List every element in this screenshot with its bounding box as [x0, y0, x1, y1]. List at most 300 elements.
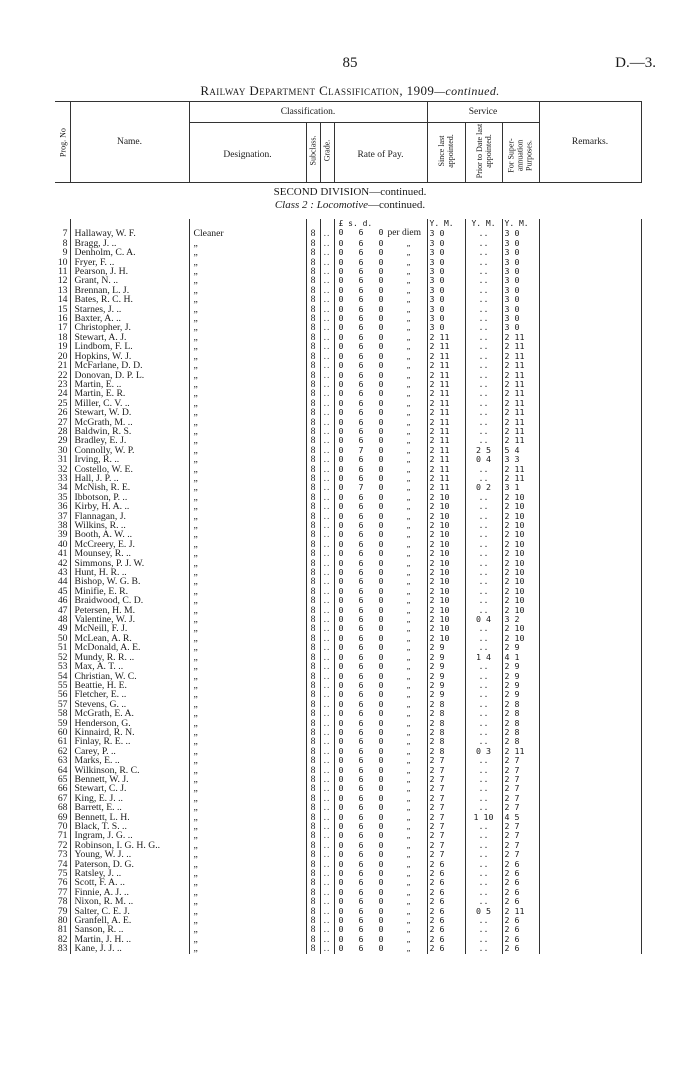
remarks — [539, 916, 642, 925]
prog-no: 54 — [57, 671, 68, 681]
service-since-last: 3 0 — [427, 276, 465, 285]
rate-period: „ — [406, 916, 411, 926]
service-superannuation: 2 7 — [502, 822, 539, 831]
grade: .. — [320, 794, 334, 803]
designation-text: „ — [193, 765, 198, 775]
rate-of-pay — [334, 418, 427, 427]
subclass: 8 — [306, 653, 320, 662]
service-superannuation: 2 6 — [502, 888, 539, 897]
rate-period: „ — [406, 831, 411, 841]
rate-of-pay — [334, 493, 427, 502]
rate-of-pay — [334, 775, 427, 784]
designation-text: „ — [193, 361, 198, 371]
service-prior: .. — [465, 493, 502, 502]
rate-amount: 0 6 0 — [338, 925, 384, 935]
service-since-last: 2 11 — [427, 389, 465, 398]
rate-amount: 0 6 0 — [338, 539, 384, 549]
employee-name: Carey, P. .. — [70, 747, 189, 756]
service-since-last: 2 9 — [427, 662, 465, 671]
employee-name: McDonald, A. E. — [70, 643, 189, 652]
grade: .. — [320, 709, 334, 718]
employee-name: Donovan, D. P. L. — [70, 371, 189, 380]
service-superannuation: 2 11 — [502, 333, 539, 342]
designation — [189, 813, 306, 822]
service-superannuation: 2 11 — [502, 352, 539, 361]
grade: .. — [320, 615, 334, 624]
prog-no: 47 — [57, 605, 68, 616]
grade-header: Grade. — [322, 139, 332, 162]
prog-no: 40 — [57, 539, 68, 550]
designation — [189, 577, 306, 586]
service-prior: .. — [465, 286, 502, 295]
service-since-last: 2 10 — [427, 530, 465, 539]
designation — [189, 672, 306, 681]
table-row — [55, 728, 642, 737]
rate-of-pay — [334, 737, 427, 746]
designation — [189, 587, 306, 596]
designation-text: „ — [193, 464, 198, 474]
designation — [189, 276, 306, 285]
prog-no: 28 — [57, 426, 68, 437]
rate-period: „ — [406, 492, 411, 502]
rate-period: „ — [406, 624, 411, 634]
grade: .. — [320, 474, 334, 483]
designation-text: „ — [193, 624, 198, 634]
employee-name: Wilkinson, R. C. — [70, 766, 189, 775]
subclass: 8 — [306, 596, 320, 605]
table-row — [55, 935, 642, 944]
rate-amount: 0 6 0 — [338, 502, 384, 512]
designation-text: „ — [193, 615, 198, 625]
employee-name: McGrath, E. A. — [70, 709, 189, 718]
service-since-last: 2 7 — [427, 756, 465, 765]
grade: .. — [320, 719, 334, 728]
prog-no: 29 — [57, 436, 68, 446]
service-since-last: 3 0 — [427, 314, 465, 323]
rate-period: „ — [406, 934, 411, 944]
employee-name: Nixon, R. M. .. — [70, 897, 189, 906]
subclass: 8 — [306, 399, 320, 408]
designation — [189, 455, 306, 464]
service-superannuation: 2 10 — [502, 606, 539, 615]
rate-amount: 0 6 0 — [338, 568, 384, 578]
designation-text: „ — [193, 417, 198, 427]
rate-period: „ — [406, 878, 411, 888]
service-prior: .. — [465, 228, 502, 238]
rate-of-pay — [334, 361, 427, 370]
rate-amount: 0 6 0 — [338, 285, 384, 295]
prog-no: 63 — [57, 756, 68, 766]
rate-of-pay — [334, 784, 427, 793]
employee-name: Stevens, G. .. — [70, 700, 189, 709]
prog-no: 53 — [57, 662, 68, 672]
designation-text: „ — [193, 897, 198, 907]
designation-text: „ — [193, 549, 198, 559]
rate-of-pay — [334, 559, 427, 568]
designation-text: „ — [193, 925, 198, 935]
service-superannuation: 2 11 — [502, 389, 539, 398]
remarks — [539, 465, 642, 474]
rate-amount: 0 6 0 — [338, 370, 384, 380]
subclass: 8 — [306, 690, 320, 699]
designation — [189, 352, 306, 361]
service-since-last: 2 6 — [427, 888, 465, 897]
rate-of-pay — [334, 634, 427, 643]
service-superannuation: 3 2 — [502, 615, 539, 624]
service-since-last: 2 10 — [427, 615, 465, 624]
rate-period: „ — [406, 267, 411, 277]
service-superannuation: 3 1 — [502, 483, 539, 492]
grade: .. — [320, 446, 334, 455]
table-row — [55, 540, 642, 549]
grade: .. — [320, 342, 334, 351]
prog-no: 44 — [57, 577, 68, 587]
service-since-last: 2 9 — [427, 643, 465, 652]
designation — [189, 474, 306, 483]
rate-period: „ — [406, 276, 411, 286]
rate-of-pay — [334, 248, 427, 257]
grade: .. — [320, 897, 334, 906]
designation — [189, 784, 306, 793]
subclass: 8 — [306, 841, 320, 850]
money-units: £ s. d. — [334, 219, 427, 228]
service-since-last: 2 11 — [427, 380, 465, 389]
remarks — [539, 295, 642, 304]
designation-text: „ — [193, 822, 198, 832]
rate-of-pay — [334, 239, 427, 248]
rate-period: „ — [406, 304, 411, 314]
service-prior: .. — [465, 371, 502, 380]
rate-of-pay — [334, 831, 427, 840]
designation — [189, 728, 306, 737]
prog-no: 13 — [57, 285, 68, 296]
table-row — [55, 295, 642, 304]
prog-no: 34 — [57, 483, 68, 493]
prog-no: 25 — [57, 398, 68, 409]
employee-name: Barrett, E. .. — [70, 803, 189, 812]
table-row — [55, 596, 642, 605]
designation — [189, 841, 306, 850]
remarks — [539, 860, 642, 869]
rate-amount: 0 6 0 — [338, 408, 384, 418]
table-row — [55, 493, 642, 502]
service-prior: .. — [465, 587, 502, 596]
remarks — [539, 286, 642, 295]
rate-period: „ — [406, 699, 411, 709]
table-row — [55, 314, 642, 323]
rate-amount: 0 6 0 — [338, 944, 384, 954]
rate-period: „ — [406, 370, 411, 380]
rate-amount: 0 6 0 — [338, 464, 384, 474]
rate-of-pay — [334, 944, 427, 953]
subclass: 8 — [306, 418, 320, 427]
grade: .. — [320, 399, 334, 408]
designation — [189, 794, 306, 803]
service-prior: .. — [465, 295, 502, 304]
rate-period: „ — [406, 840, 411, 850]
table-row — [55, 418, 642, 427]
remarks — [539, 267, 642, 276]
rate-period: „ — [406, 426, 411, 436]
rate-amount: 0 6 0 — [338, 737, 384, 747]
service-superannuation: 2 10 — [502, 502, 539, 511]
remarks — [539, 878, 642, 887]
employee-name: Fletcher, E. .. — [70, 690, 189, 699]
rate-period: „ — [406, 718, 411, 728]
service-since-last: 2 7 — [427, 766, 465, 775]
table-row — [55, 559, 642, 568]
rate-of-pay — [334, 756, 427, 765]
class-name: Locomotive — [316, 199, 369, 211]
prog-no: 11 — [58, 267, 68, 277]
remarks — [539, 643, 642, 652]
remarks — [539, 766, 642, 775]
grade: .. — [320, 643, 334, 652]
designation — [189, 521, 306, 530]
designation-text: „ — [193, 727, 198, 738]
subclass: 8 — [306, 455, 320, 464]
remarks — [539, 587, 642, 596]
rate-period: „ — [406, 652, 411, 662]
remarks — [539, 841, 642, 850]
employee-name: Booth, A. W. .. — [70, 530, 189, 539]
rate-of-pay — [334, 577, 427, 586]
rate-of-pay — [334, 295, 427, 304]
service-since-last: 2 6 — [427, 944, 465, 953]
subclass: 8 — [306, 483, 320, 492]
rate-of-pay — [334, 399, 427, 408]
rate-of-pay — [334, 672, 427, 681]
rate-amount: 0 6 0 — [338, 511, 384, 521]
subclass: 8 — [306, 700, 320, 709]
service-superannuation: 2 10 — [502, 512, 539, 521]
designation — [189, 568, 306, 577]
rate-amount: 0 6 0 — [338, 473, 384, 483]
service-since-last: 2 7 — [427, 794, 465, 803]
designation-text: „ — [193, 473, 198, 484]
remarks — [539, 935, 642, 944]
designation-text: „ — [193, 521, 198, 531]
subclass: 8 — [306, 831, 320, 840]
designation-text: „ — [193, 869, 198, 879]
rate-amount: 0 6 0 — [338, 746, 384, 756]
table-row — [55, 775, 642, 784]
designation — [189, 907, 306, 916]
subclass: 8 — [306, 465, 320, 474]
rate-period: „ — [406, 332, 411, 342]
service-superannuation: 5 4 — [502, 446, 539, 455]
rate-period: „ — [406, 596, 411, 606]
service-since-last: 2 10 — [427, 577, 465, 586]
prog-no: 72 — [57, 840, 68, 851]
since-units: Y. M. — [427, 219, 465, 228]
subclass: 8 — [306, 559, 320, 568]
service-since-last: 2 10 — [427, 606, 465, 615]
rate-of-pay — [334, 530, 427, 539]
designation — [189, 408, 306, 417]
service-prior: .. — [465, 352, 502, 361]
grade: .. — [320, 822, 334, 831]
grade: .. — [320, 728, 334, 737]
designation-text: „ — [193, 342, 198, 352]
rate-amount: 0 6 0 — [338, 558, 384, 568]
rate-period: „ — [406, 822, 411, 831]
service-superannuation: 2 10 — [502, 596, 539, 605]
remarks — [539, 728, 642, 737]
designation-text: „ — [193, 389, 198, 399]
table-row — [55, 248, 642, 257]
table-row — [55, 568, 642, 577]
service-since-last: 2 10 — [427, 540, 465, 549]
employee-name: King, E. J. .. — [70, 794, 189, 803]
designation-text: „ — [193, 586, 198, 597]
designation-text: „ — [193, 257, 198, 268]
grade: .. — [320, 228, 334, 238]
remarks — [539, 258, 642, 267]
remarks — [539, 512, 642, 521]
service-superannuation: 3 0 — [502, 305, 539, 314]
designation — [189, 709, 306, 718]
rate-period: „ — [406, 680, 411, 690]
prog-no: 65 — [57, 774, 68, 785]
service-prior: 0 4 — [465, 455, 502, 464]
prog-no: 62 — [57, 746, 68, 757]
service-prior: .. — [465, 944, 502, 953]
employee-name: Stewart, W. D. — [70, 408, 189, 417]
grade: .. — [320, 418, 334, 427]
rate-of-pay — [334, 276, 427, 285]
table-row — [55, 427, 642, 436]
rate-amount: 0 6 0 — [338, 633, 384, 643]
rate-amount: 0 6 0 — [338, 718, 384, 728]
rate-period: „ — [406, 342, 411, 352]
designation — [189, 314, 306, 323]
table-row — [55, 944, 642, 953]
subclass: 8 — [306, 286, 320, 295]
grade: .. — [320, 248, 334, 257]
rate-period: „ — [406, 285, 411, 295]
prog-no: 14 — [57, 295, 68, 305]
service-since-last: 2 7 — [427, 831, 465, 840]
rate-amount: 0 6 0 — [338, 521, 384, 530]
remarks — [539, 831, 642, 840]
subclass: 8 — [306, 803, 320, 812]
service-superannuation: 3 0 — [502, 323, 539, 332]
prog-no: 79 — [57, 906, 68, 917]
employee-name: Martin, J. H. .. — [70, 935, 189, 944]
service-since-last: 2 6 — [427, 925, 465, 934]
service-prior: .. — [465, 333, 502, 342]
grade: .. — [320, 747, 334, 756]
rate-of-pay — [334, 662, 427, 671]
designation — [189, 850, 306, 859]
rate-of-pay — [334, 455, 427, 464]
subclass: 8 — [306, 239, 320, 248]
designation — [189, 690, 306, 699]
service-since-last: 2 7 — [427, 803, 465, 812]
rate-period: „ — [406, 887, 411, 897]
service-prior: .. — [465, 897, 502, 906]
rate-amount: 0 6 0 — [338, 643, 384, 653]
table-row — [55, 737, 642, 746]
prog-no: 75 — [57, 869, 68, 879]
service-superannuation: 2 7 — [502, 841, 539, 850]
table-row — [55, 897, 642, 906]
service-superannuation: 3 0 — [502, 228, 539, 238]
remarks — [539, 361, 642, 370]
rate-of-pay — [334, 352, 427, 361]
rate-period: „ — [406, 850, 411, 860]
rate-of-pay — [334, 935, 427, 944]
table-row — [55, 925, 642, 934]
service-since-last: 2 6 — [427, 916, 465, 925]
designation — [189, 342, 306, 351]
service-superannuation: 2 8 — [502, 719, 539, 728]
grade: .. — [320, 935, 334, 944]
rate-period: „ — [406, 633, 411, 643]
designation-text: „ — [193, 934, 198, 945]
subclass: 8 — [306, 888, 320, 897]
rate-period: „ — [406, 727, 411, 737]
rate-amount: 0 6 0 — [338, 756, 384, 766]
service-since-last: 2 10 — [427, 568, 465, 577]
grade: .. — [320, 540, 334, 549]
rate-amount: 0 6 0 — [338, 831, 384, 841]
employee-name: Marks, E. .. — [70, 756, 189, 765]
service-since-last: 2 9 — [427, 672, 465, 681]
service-since-last: 2 8 — [427, 728, 465, 737]
service-since-last: 2 10 — [427, 502, 465, 511]
prog-no: 81 — [57, 925, 68, 935]
rate-amount: 0 6 0 — [338, 577, 384, 587]
rate-amount: 0 6 0 — [338, 671, 384, 681]
prog-no: 46 — [57, 596, 68, 606]
grade: .. — [320, 925, 334, 934]
designation-text: „ — [193, 699, 198, 710]
rate-of-pay — [334, 305, 427, 314]
prog-no: 55 — [57, 680, 68, 691]
service-prior: .. — [465, 239, 502, 248]
table-row — [55, 530, 642, 539]
designation-text: „ — [193, 267, 198, 277]
rate-period: „ — [406, 521, 411, 530]
employee-name: Kinnaird, R. N. — [70, 728, 189, 737]
prog-no: 10 — [57, 257, 68, 268]
service-prior: .. — [465, 530, 502, 539]
designation-text: „ — [193, 398, 198, 409]
service-prior: 1 4 — [465, 653, 502, 662]
class-continued: —continued. — [368, 199, 426, 211]
subclass: 8 — [306, 672, 320, 681]
prog-no: 58 — [57, 709, 68, 719]
designation — [189, 624, 306, 633]
employee-name: Starnes, J. .. — [70, 305, 189, 314]
grade: .. — [320, 784, 334, 793]
designation-text: „ — [193, 426, 198, 437]
designation — [189, 935, 306, 944]
rate-amount: 0 6 0 — [338, 615, 384, 625]
designation-text: „ — [193, 709, 198, 719]
service-prior: .. — [465, 427, 502, 436]
remarks — [539, 408, 642, 417]
employee-name: Bennett, L. H. — [70, 813, 189, 822]
prog-no: 51 — [57, 643, 68, 653]
table-row — [55, 399, 642, 408]
service-since-last: 2 8 — [427, 709, 465, 718]
rate-amount: 0 6 0 — [338, 295, 384, 305]
service-since-last: 2 11 — [427, 342, 465, 351]
service-prior: .. — [465, 436, 502, 445]
